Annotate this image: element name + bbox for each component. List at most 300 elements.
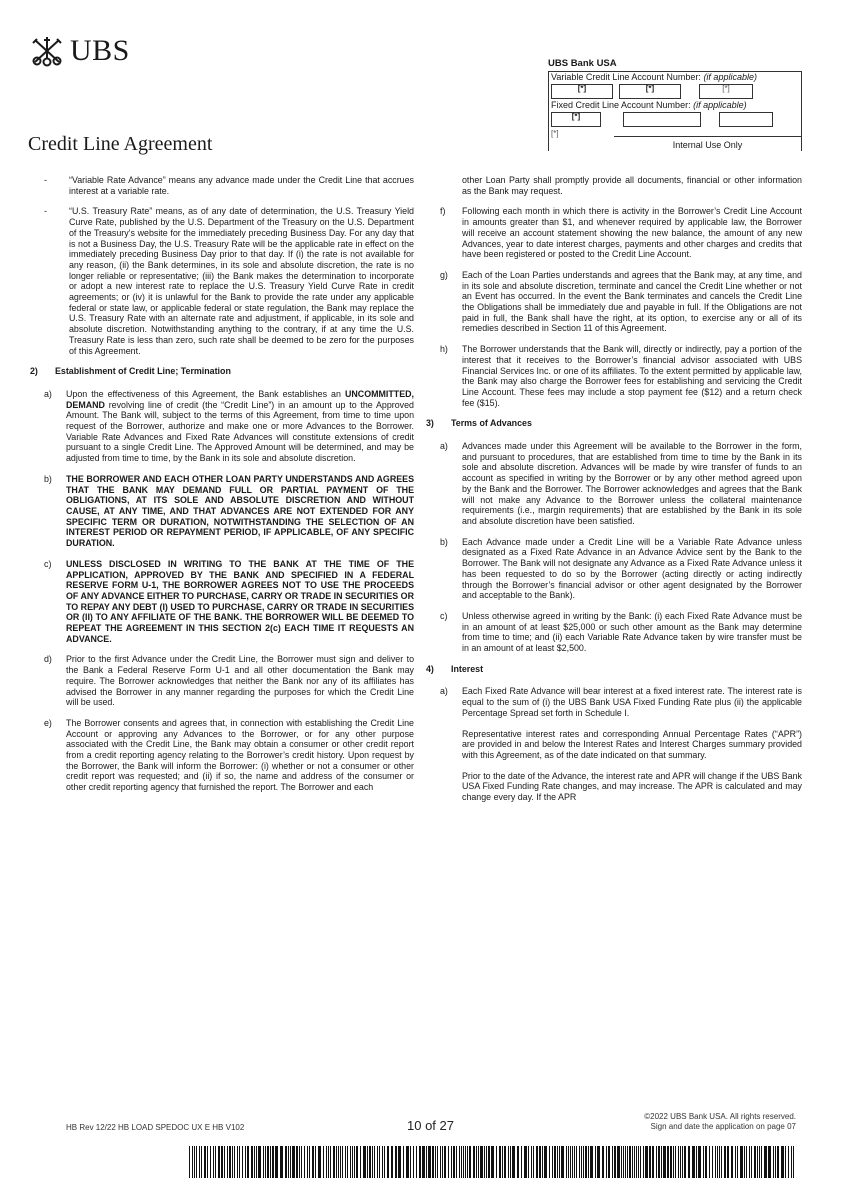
clause-label: b) xyxy=(440,536,448,547)
barcode-bar xyxy=(309,1146,310,1178)
barcode-bar xyxy=(574,1146,575,1178)
barcode-bar xyxy=(634,1146,635,1178)
fixed-account-boxes xyxy=(551,112,799,127)
variable-account-field-3[interactable] xyxy=(699,84,753,99)
barcode-bar xyxy=(288,1146,289,1178)
barcode-bar xyxy=(218,1146,220,1178)
barcode-bar xyxy=(478,1146,479,1178)
barcode-bar xyxy=(437,1146,438,1178)
barcode-bar xyxy=(754,1146,756,1178)
internal-use-label: Internal Use Only xyxy=(672,140,743,150)
definition-variable-rate-advance xyxy=(44,175,414,196)
barcode-bar xyxy=(512,1146,515,1178)
variable-account-label xyxy=(551,72,799,83)
barcode-bar xyxy=(426,1146,427,1178)
barcode-bar xyxy=(614,1146,616,1178)
barcode-bar xyxy=(254,1146,255,1178)
barcode-bar xyxy=(785,1146,786,1178)
barcode-bar xyxy=(290,1146,291,1178)
barcode-bar xyxy=(744,1146,745,1178)
bank-name: UBS Bank USA xyxy=(548,58,617,69)
barcode-bar xyxy=(721,1146,722,1178)
sign-date-note: Sign and date the application on page 07 xyxy=(650,1122,796,1131)
barcode-bar xyxy=(432,1146,434,1178)
clause-text xyxy=(66,389,414,464)
internal-star-note: [*] xyxy=(551,129,559,138)
barcode-bar xyxy=(245,1146,246,1178)
variable-account-field-1[interactable] xyxy=(551,84,613,99)
keys-logo-icon xyxy=(30,35,64,67)
barcode-bar xyxy=(533,1146,534,1178)
footer-notice xyxy=(560,1112,796,1132)
barcode-bar xyxy=(579,1146,580,1178)
clause-text: Representative interest rates and corresponding Annual Percentage Rates (“APR”) are provided in and below the Interest Rates and Interest Charges summary provided with this Agreement, as of the date indicated on that summary. xyxy=(462,728,802,760)
barcode-bar xyxy=(384,1146,385,1178)
barcode-bar xyxy=(469,1146,471,1178)
barcode-bar xyxy=(643,1146,644,1178)
barcode-bar xyxy=(737,1146,738,1178)
clause-label: b) xyxy=(44,473,52,484)
barcode-bar xyxy=(703,1146,704,1178)
barcode-bar xyxy=(761,1146,762,1178)
barcode-bar xyxy=(448,1146,449,1178)
barcode-bar xyxy=(391,1146,393,1178)
barcode-bar xyxy=(572,1146,573,1178)
barcode-bar xyxy=(502,1146,503,1178)
clause-text: Unless otherwise agreed in writing by the Bank: (i) each Fixed Rate Advance must be in an amount of at least $25,000 or such other amount as the Bank may determine from time to time; and (ii) each Variable Rate Advance taken by wire transfer must be in an amount of at least $2,500. xyxy=(462,610,802,654)
barcode-bar xyxy=(561,1146,564,1178)
barcode-bar xyxy=(491,1146,494,1178)
barcode-bar xyxy=(764,1146,767,1178)
barcode-bar xyxy=(473,1146,475,1178)
barcode xyxy=(189,1146,796,1178)
ubs-logo xyxy=(30,34,130,68)
barcode-bar xyxy=(661,1146,662,1178)
barcode-bar xyxy=(638,1146,639,1178)
clause-label: d) xyxy=(44,654,52,665)
barcode-bar xyxy=(606,1146,607,1178)
clause-2g xyxy=(440,270,802,334)
internal-use-rule xyxy=(614,136,801,137)
clause-body xyxy=(462,686,802,802)
barcode-bar xyxy=(247,1146,249,1178)
barcode-bar xyxy=(428,1146,431,1178)
fixed-account-field-2[interactable] xyxy=(623,112,701,127)
barcode-bar xyxy=(456,1146,457,1178)
barcode-bar xyxy=(675,1146,676,1178)
barcode-bar xyxy=(352,1146,353,1178)
barcode-bar xyxy=(406,1146,409,1178)
barcode-bar xyxy=(667,1146,669,1178)
section-title: Terms of Advances xyxy=(451,418,532,429)
barcode-bar xyxy=(459,1146,460,1178)
clause-2a-text-start: Upon the effectiveness of this Agreement, the Bank establishes an xyxy=(66,388,345,399)
barcode-bar xyxy=(698,1146,701,1178)
barcode-bar xyxy=(387,1146,389,1178)
barcode-bar xyxy=(299,1146,300,1178)
barcode-bar xyxy=(270,1146,271,1178)
section-2-heading xyxy=(30,366,414,377)
clause-2a-text-end: revolving line of credit (the “Credit Line”) in an amount up to the Approved Amount. The Bank will, subject to the terms of this Agreement, from time to time upon request of the Borrower, authorize and make one or more Advances to the Borrower. Variable Rate Advances and Fixed Rate Advances will constitute extensions of credit pursuant to a single Credit Line. The Approved Amount will be determined, and may be adjusted from time to time, by the Bank in its sole and absolute discretion. xyxy=(66,399,414,464)
barcode-bar xyxy=(570,1146,571,1178)
barcode-bar xyxy=(712,1146,713,1178)
clause-2c xyxy=(44,559,414,645)
barcode-bar xyxy=(224,1146,225,1178)
barcode-bar xyxy=(552,1146,553,1178)
barcode-bar xyxy=(465,1146,466,1178)
barcode-bar xyxy=(793,1146,794,1178)
barcode-bar xyxy=(422,1146,425,1178)
barcode-bar xyxy=(221,1146,223,1178)
barcode-bar xyxy=(663,1146,666,1178)
barcode-bar xyxy=(342,1146,343,1178)
barcode-bar xyxy=(210,1146,211,1178)
barcode-bar xyxy=(338,1146,339,1178)
barcode-bar xyxy=(751,1146,752,1178)
barcode-bar xyxy=(480,1146,483,1178)
barcode-bar xyxy=(684,1146,686,1178)
left-column xyxy=(30,175,414,803)
barcode-bar xyxy=(658,1146,660,1178)
definition-us-treasury-rate xyxy=(44,206,414,356)
barcode-bar xyxy=(304,1146,305,1178)
section-title: Interest xyxy=(451,663,484,674)
barcode-bar xyxy=(333,1146,335,1178)
barcode-bar xyxy=(554,1146,556,1178)
clause-label: g) xyxy=(440,269,448,280)
clause-text: Advances made under this Agreement will be available to the Borrower in the form, and pursuant to procedures, that are established from time to time by the Bank in its sole and absolute discretion. Advances will be made by wire transfer of funds to an account as specified in writing by the Borrower or by any other method agreed upon by the Bank and the Borrower. The Borrower acknowledges and agrees that the Bank will not make any Advance to the Borrower unless the collateral maintenance requirements (i.e., margin requirements) that are established by the Bank in its sole and absolute discretion have been satisfied. xyxy=(462,441,802,526)
barcode-bar xyxy=(636,1146,637,1178)
barcode-bar xyxy=(696,1146,697,1178)
clause-text: UNLESS DISCLOSED IN WRITING TO THE BANK AT THE TIME OF THE APPLICATION, APPROVED BY THE BANK AND SPECIFIED IN A FEDERAL RESERVE FORM U-1, THE BORROWER AGREES NOT TO USE THE PROCEEDS OF ANY ADVANCE EITHER TO PURCHASE, CARRY OR TRADE IN SECURITIES OR TO REPAY ANY DEBT (I) USED TO PURCHASE, CARRY OR TRADE IN SECURITIES OR (II) TO ANY AFFILIATE OF THE BANK. THE BORROWER WILL BE DEEMED TO REPEAT THE AGREEMENT IN THIS SECTION 2(c) EACH TIME IT REQUESTS AN ADVANCE. xyxy=(66,558,414,644)
barcode-bar xyxy=(192,1146,193,1178)
barcode-bar xyxy=(746,1146,747,1178)
barcode-bar xyxy=(715,1146,716,1178)
section-number: 2) xyxy=(30,366,38,377)
barcode-bar xyxy=(740,1146,743,1178)
barcode-bar xyxy=(542,1146,543,1178)
barcode-bar xyxy=(207,1146,208,1178)
barcode-bar xyxy=(292,1146,295,1178)
barcode-bar xyxy=(656,1146,657,1178)
barcode-bar xyxy=(201,1146,202,1178)
barcode-bar xyxy=(196,1146,197,1178)
section-number: 4) xyxy=(426,663,434,674)
clause-label: f) xyxy=(440,206,446,217)
barcode-bar xyxy=(652,1146,654,1178)
barcode-bar xyxy=(280,1146,283,1178)
barcode-bar xyxy=(275,1146,278,1178)
barcode-bar xyxy=(645,1146,648,1178)
barcode-bar xyxy=(673,1146,674,1178)
barcode-bar xyxy=(251,1146,253,1178)
barcode-bar xyxy=(559,1146,560,1178)
barcode-bar xyxy=(413,1146,414,1178)
barcode-bar xyxy=(340,1146,341,1178)
variable-box-2-value: [*] xyxy=(645,84,655,93)
barcode-bar xyxy=(595,1146,596,1178)
barcode-bar xyxy=(528,1146,529,1178)
barcode-bar xyxy=(612,1146,613,1178)
barcode-bar xyxy=(621,1146,622,1178)
barcode-bar xyxy=(705,1146,707,1178)
clause-label: a) xyxy=(44,388,52,399)
barcode-bar xyxy=(382,1146,383,1178)
barcode-bar xyxy=(367,1146,368,1178)
barcode-bar xyxy=(234,1146,235,1178)
barcode-bar xyxy=(229,1146,231,1178)
barcode-bar xyxy=(285,1146,287,1178)
barcode-bar xyxy=(232,1146,233,1178)
barcode-bar xyxy=(536,1146,538,1178)
barcode-bar xyxy=(499,1146,501,1178)
barcode-bar xyxy=(692,1146,695,1178)
barcode-bar xyxy=(194,1146,195,1178)
barcode-bar xyxy=(568,1146,569,1178)
clause-label: a) xyxy=(440,686,448,697)
barcode-bar xyxy=(731,1146,733,1178)
barcode-bar xyxy=(419,1146,421,1178)
clause-label: e) xyxy=(44,717,52,728)
clause-4a xyxy=(440,686,802,802)
barcode-bar xyxy=(347,1146,348,1178)
variable-box-1-value: [*] xyxy=(577,84,587,93)
clause-text: THE BORROWER AND EACH OTHER LOAN PARTY UNDERSTANDS AND AGREES THAT THE BANK MAY DEMAND FULL OR PARTIAL PAYMENT OF THE OBLIGATIONS, AT ITS SOLE AND ABSOLUTE DISCRETION AND WITHOUT CAUSE, AT ANY TIME, AND THAT ADVANCES ARE NOT EXTENDED FOR ANY SPECIFIC TERM OR DURATION, NOTWITHSTANDING THE SELECTION OF AN INTEREST PERIOD OR REPAYMENT PERIOD, IF APPLICABLE, OF ANY SPECIFIC DURATION. xyxy=(66,473,414,549)
barcode-bar xyxy=(788,1146,789,1178)
barcode-bar xyxy=(379,1146,380,1178)
barcode-bar xyxy=(204,1146,206,1178)
clause-label: h) xyxy=(440,344,448,355)
barcode-bar xyxy=(588,1146,589,1178)
barcode-bar xyxy=(461,1146,462,1178)
barcode-bar xyxy=(777,1146,779,1178)
barcode-bar xyxy=(517,1146,519,1178)
barcode-bar xyxy=(444,1146,446,1178)
barcode-bar xyxy=(549,1146,550,1178)
account-number-frame xyxy=(548,71,802,151)
section-title: Establishment of Credit Line; Termination xyxy=(55,366,231,377)
barcode-bar xyxy=(463,1146,464,1178)
barcode-bar xyxy=(451,1146,452,1178)
bullet-dash: - xyxy=(44,206,47,217)
barcode-bar xyxy=(410,1146,411,1178)
barcode-bar xyxy=(678,1146,679,1178)
fixed-account-label xyxy=(551,100,799,111)
clause-text: Following each month in which there is activity in the Borrower’s Credit Line Account in amounts greater than $1, and whenever required by applicable law, the Borrower will receive an account statement showing the new balance, the amount of any new Advances, year to date interest charges, payments and other charges and credits that have been registered or posted to the Credit Line Account. xyxy=(462,206,802,260)
barcode-bar xyxy=(374,1146,375,1178)
barcode-bar xyxy=(215,1146,216,1178)
bullet-dash: - xyxy=(44,175,47,185)
barcode-bar xyxy=(680,1146,681,1178)
page-number: 10 of 27 xyxy=(407,1118,454,1133)
barcode-bar xyxy=(315,1146,316,1178)
clause-label: c) xyxy=(440,610,448,621)
logo-text: UBS xyxy=(70,34,130,67)
barcode-bar xyxy=(484,1146,485,1178)
barcode-bar xyxy=(486,1146,487,1178)
barcode-bar xyxy=(632,1146,633,1178)
barcode-bar xyxy=(488,1146,490,1178)
fixed-account-field-3[interactable] xyxy=(719,112,773,127)
barcode-bar xyxy=(345,1146,346,1178)
barcode-bar xyxy=(531,1146,532,1178)
clause-2h xyxy=(440,344,802,408)
barcode-bar xyxy=(213,1146,214,1178)
barcode-bar xyxy=(597,1146,600,1178)
barcode-bar xyxy=(467,1146,468,1178)
barcode-bar xyxy=(267,1146,269,1178)
barcode-bar xyxy=(590,1146,593,1178)
barcode-bar xyxy=(623,1146,624,1178)
barcode-bar xyxy=(735,1146,736,1178)
section-4-heading xyxy=(426,664,802,675)
barcode-bar xyxy=(627,1146,628,1178)
barcode-bar xyxy=(524,1146,527,1178)
clause-text: Each Fixed Rate Advance will bear interest at a fixed interest rate. The interest rate is equal to the sum of (i) the UBS Bank USA Fixed Funding Rate plus (ii) the applicable Percentage Spread set forth in Schedule I. xyxy=(462,686,802,718)
section-number: 3) xyxy=(426,418,434,429)
barcode-bar xyxy=(336,1146,337,1178)
barcode-bar xyxy=(263,1146,264,1178)
barcode-bar xyxy=(360,1146,361,1178)
variable-account-field-2[interactable] xyxy=(619,84,681,99)
clause-text: Prior to the date of the Advance, the interest rate and APR will change if the UBS Bank USA Fixed Funding Rate changes, and may increase. The APR is calculated and may change every day. If the APR xyxy=(462,770,802,803)
barcode-bar xyxy=(330,1146,331,1178)
barcode-bar xyxy=(307,1146,308,1178)
right-column xyxy=(426,175,802,813)
variable-account-boxes xyxy=(551,84,799,99)
barcode-bar xyxy=(369,1146,371,1178)
barcode-bar xyxy=(354,1146,355,1178)
barcode-bar xyxy=(608,1146,610,1178)
barcode-bar xyxy=(508,1146,509,1178)
clause-2f xyxy=(440,206,802,260)
barcode-bar xyxy=(350,1146,351,1178)
account-number-box xyxy=(548,58,802,151)
copyright-text: ©2022 UBS Bank USA. All rights reserved. xyxy=(644,1112,796,1121)
barcode-bar xyxy=(602,1146,604,1178)
barcode-bar xyxy=(544,1146,547,1178)
section-3-heading xyxy=(426,418,802,429)
barcode-bar xyxy=(768,1146,771,1178)
barcode-bar xyxy=(539,1146,541,1178)
barcode-bar xyxy=(557,1146,558,1178)
barcode-bar xyxy=(629,1146,631,1178)
barcode-bar xyxy=(670,1146,672,1178)
fixed-account-label-text: Fixed Credit Line Account Number: xyxy=(551,100,691,110)
barcode-bar xyxy=(757,1146,758,1178)
barcode-bar xyxy=(435,1146,436,1178)
barcode-bar xyxy=(640,1146,641,1178)
clause-2a xyxy=(44,389,414,464)
variable-account-label-text: Variable Credit Line Account Number: xyxy=(551,72,701,82)
variable-box-3-value: [*] xyxy=(722,84,730,93)
barcode-bar xyxy=(717,1146,718,1178)
barcode-bar xyxy=(237,1146,238,1178)
clause-label: a) xyxy=(440,441,448,452)
barcode-bar xyxy=(583,1146,584,1178)
barcode-bar xyxy=(496,1146,497,1178)
fixed-account-field-1[interactable] xyxy=(551,112,601,127)
clause-text: Each of the Loan Parties understands and agrees that the Bank may, at any time, and in its sole and absolute discretion, terminate and cancel the Credit Line whether or not an Event has occurred. In the event the Bank terminates and cancels the Credit Line the Obligations shall be immediately due and payable in full. If the Obligations are not paid in full, the Bank shall have the right, at its option, to exercise any or all of its remedies described in Section 11 of this Agreement. xyxy=(462,269,802,334)
barcode-bar xyxy=(189,1146,190,1178)
barcode-bar xyxy=(239,1146,240,1178)
barcode-bar xyxy=(258,1146,261,1178)
clause-3a xyxy=(440,441,802,527)
clause-label: c) xyxy=(44,558,52,569)
barcode-bar xyxy=(791,1146,792,1178)
clause-2e-continued: other Loan Party shall promptly provide all documents, financial or other information as the Bank may request. xyxy=(462,175,802,196)
barcode-bar xyxy=(724,1146,726,1178)
clause-3b xyxy=(440,537,802,601)
definition-text: “U.S. Treasury Rate” means, as of any date of determination, the U.S. Treasury Yield Curve Rate, published by the U.S. Department of the Treasury on the U.S. Department of the Treasury’s website for the immediately preceding Business Day. For any day that is not a Business Day, the U.S. Treasury Rate will be the applicable rate in effect on the immediately preceding Business Day prior to that day. If (i) the rate is not available for any reason, (ii) the Bank determines, in its sole and absolute discretion, the rate is no longer reliable or representative; (iii) the Bank makes the determination to incorporate or adopt a new interest rate to replace the U.S. Treasury Yield Curve Rate in credit agreements; or (iv) it is unlawful for the Bank to provide the rate under any applicable federal or state law, or applicable federal or state regulation, the Bank may replace the U.S. Treasury Rate with an alternate rate and adjustment, if applicable, in its sole and absolute discretion. Notwithstanding anything to the contrary, if at any time the U.S. Treasury Rate is less than zero, such rate shall be deemed to be zero for the purposes of this Agreement. xyxy=(69,206,414,356)
barcode-bar xyxy=(576,1146,577,1178)
clause-text: The Borrower understands that the Bank will, directly or indirectly, pay a portion of the interest that it receives to the Borrower’s financial advisor associated with UBS Financial Services Inc. or one of its affiliates. To the extent permitted by applicable law, the Bank may also charge the Borrower fees for establishing and servicing the Credit Line Account. These fees may include a stop payment fee ($12) and a return check fee ($15). xyxy=(462,344,802,408)
barcode-bar xyxy=(265,1146,266,1178)
barcode-bar xyxy=(727,1146,729,1178)
barcode-bar xyxy=(453,1146,455,1178)
variable-if-applicable: (if applicable) xyxy=(703,72,757,82)
barcode-bar xyxy=(440,1146,441,1178)
barcode-bar xyxy=(301,1146,302,1178)
barcode-bar xyxy=(326,1146,327,1178)
barcode-bar xyxy=(416,1146,417,1178)
barcode-bar xyxy=(581,1146,582,1178)
barcode-bar xyxy=(476,1146,477,1178)
barcode-bar xyxy=(504,1146,506,1178)
document-title: Credit Line Agreement xyxy=(28,133,213,155)
clause-2e xyxy=(44,718,414,793)
barcode-bar xyxy=(775,1146,776,1178)
barcode-bar xyxy=(323,1146,324,1178)
clause-2b xyxy=(44,474,414,549)
clause-3c xyxy=(440,611,802,654)
barcode-bar xyxy=(649,1146,651,1178)
barcode-bar xyxy=(377,1146,378,1178)
barcode-bar xyxy=(256,1146,257,1178)
fixed-if-applicable: (if applicable) xyxy=(693,100,747,110)
clause-2d xyxy=(44,654,414,708)
barcode-bar xyxy=(773,1146,774,1178)
barcode-bar xyxy=(363,1146,366,1178)
barcode-bar xyxy=(242,1146,243,1178)
barcode-bar xyxy=(719,1146,720,1178)
barcode-bar xyxy=(688,1146,690,1178)
barcode-bar xyxy=(395,1146,397,1178)
barcode-bar xyxy=(296,1146,298,1178)
barcode-bar xyxy=(585,1146,587,1178)
form-revision-code: HB Rev 12/22 HB LOAD SPEDOC UX E HB V102 xyxy=(66,1123,245,1132)
barcode-bar xyxy=(199,1146,200,1178)
barcode-bar xyxy=(682,1146,683,1178)
barcode-bar xyxy=(759,1146,760,1178)
barcode-bar xyxy=(625,1146,626,1178)
barcode-bar xyxy=(442,1146,443,1178)
barcode-bar xyxy=(227,1146,228,1178)
uncommitted-demand-emphasis: UNCOMMITTED, DEMAND xyxy=(66,388,414,410)
barcode-bar xyxy=(521,1146,522,1178)
barcode-bar xyxy=(709,1146,710,1178)
fixed-box-1-value: [*] xyxy=(571,112,581,121)
barcode-bar xyxy=(617,1146,620,1178)
barcode-bar xyxy=(272,1146,274,1178)
barcode-bar xyxy=(318,1146,321,1178)
clause-text: The Borrower consents and agrees that, in connection with establishing the Credit Line Account or approving any Advances to the Borrower, or for any other purpose associated with the Credit Line, the Bank may obtain a consumer or other credit report from a credit reporting agency relating to the Borrower’s credit history. Upon request by the Borrower, the Bank will inform the Borrower: (i) whether or not a consumer or other credit report was requested; and (ii) if so, the name and address of the consumer or other credit reporting agency that furnished the report. The Borrower and each xyxy=(66,717,414,793)
clause-text: Each Advance made under a Credit Line will be a Variable Rate Advance unless designated as a Fixed Rate Advance in an Advance Advice sent by the Bank to the Borrower. The Bank will not designate any Advance as a Fixed Rate Advance unless it has been requested to do so by the Borrower (acting directly or acting indirectly through the Borrower’s financial advisor or other agent designated by the Borrower and acceptable to the Bank). xyxy=(462,536,802,601)
barcode-bar xyxy=(403,1146,404,1178)
barcode-bar xyxy=(312,1146,314,1178)
barcode-bar xyxy=(566,1146,567,1178)
barcode-bar xyxy=(510,1146,511,1178)
